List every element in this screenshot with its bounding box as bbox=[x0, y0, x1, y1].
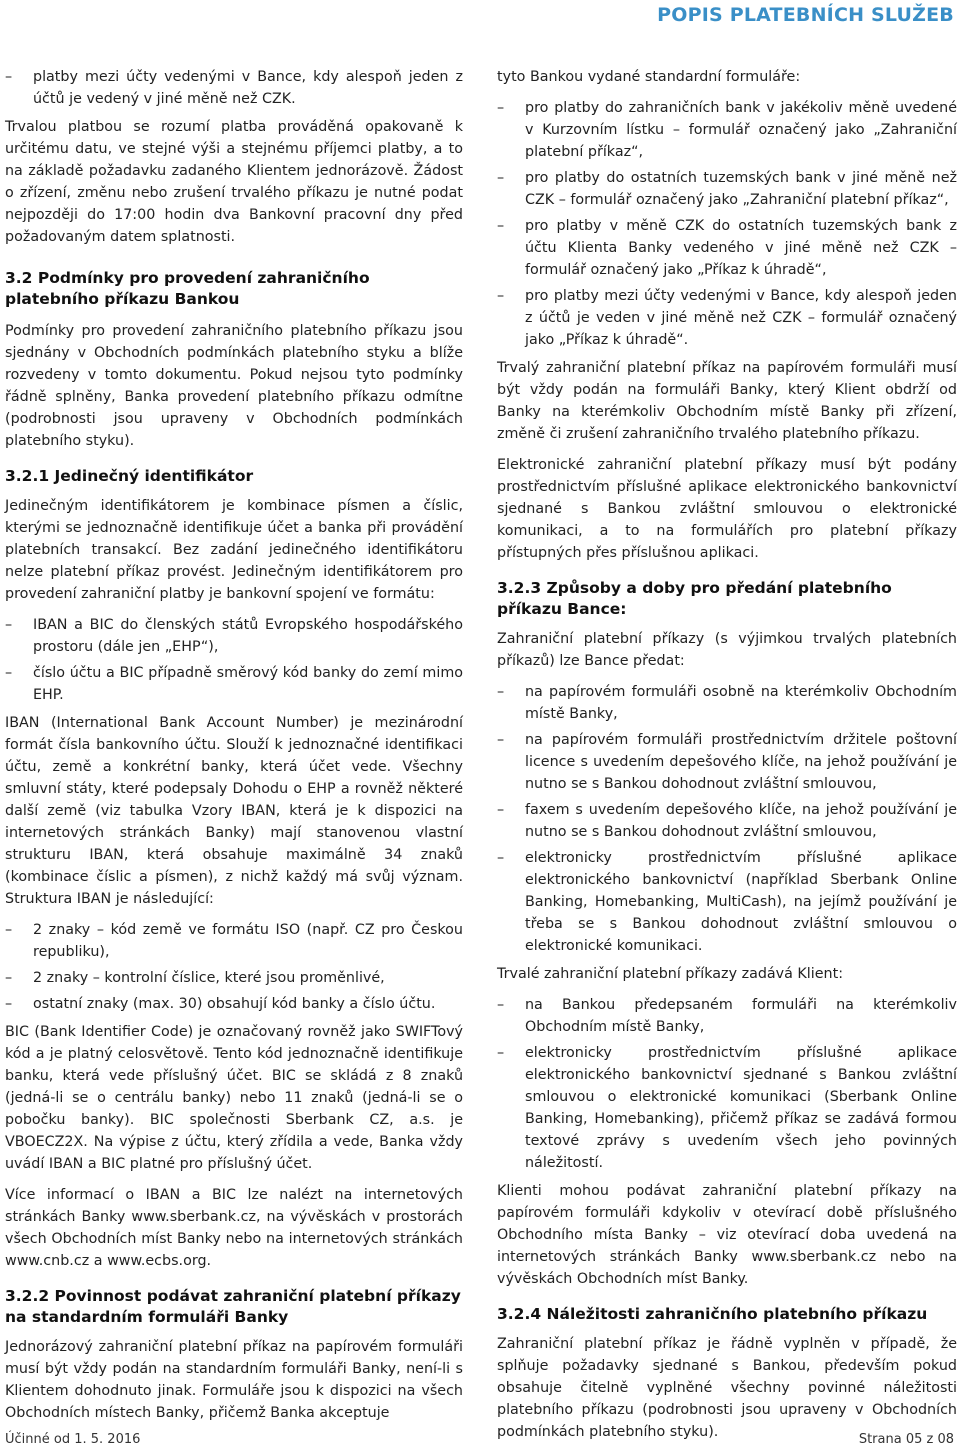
section-heading-3-2-1: 3.2.1 Jedinečný identifikátor bbox=[5, 467, 254, 485]
list-item: – pro platby do ostatních tuzemských bank v jiné měně než CZK – formulář označený jako „Zahraniční platební příkaz“, bbox=[497, 167, 957, 211]
list-item: – elektronicky prostřednictvím příslušné aplikace elektronického bankovnictví (například Sberbank Online Banking, Homebanking, MultiCash), na jejímž používání je třeba se s Bankou dohodnout zvláštní smlouvou o elektronické komunikaci. bbox=[497, 847, 957, 957]
list-item: – číslo účtu a BIC případně směrový kód banky do zemí mimo EHP. bbox=[5, 662, 463, 706]
list-item: – elektronicky prostřednictvím příslušné aplikace elektronického bankovnictví sjednané s Bankou zvláštní smlouvou o elektronické komunikaci (Sberbank Online Banking, Homebanking), přičemž příkaz se zadává formou textové zprávy s uvedením všech jeho povinných náležitostí. bbox=[497, 1042, 957, 1174]
footer-page-number: Strana 05 z 08 bbox=[858, 1432, 954, 1447]
list-item: – faxem s uvedením depešového klíče, na jehož používání je nutno se s Bankou dohodnout zvláštní smlouvou, bbox=[497, 799, 957, 843]
right-column bbox=[497, 66, 957, 1452]
list-item: – na papírovém formuláři osobně na kterémkoliv Obchodním místě Banky, bbox=[497, 681, 957, 725]
list-item: – na Bankou předepsaném formuláři na kterémkoliv Obchodním místě Banky, bbox=[497, 994, 957, 1038]
page-header-title: POPIS PLATEBNÍCH SLUŽEB bbox=[657, 4, 954, 26]
bullet-list bbox=[5, 66, 463, 110]
list-item: – na papírovém formuláři prostřednictvím držitele poštovní licence s uvedením depešového klíče, na jehož používání je nutno se s Bankou dohodnout zvláštní smlouvou, bbox=[497, 729, 957, 795]
bullet-list bbox=[5, 919, 463, 1015]
paragraph: Klienti mohou podávat zahraniční platební příkazy na papírovém formuláři kdykoliv v otevírací době příslušného Obchodního místa Banky – viz otevírací doba uvedená na internetových stránkách Banky www.sberbank.cz nebo na vývěskách Obchodních míst Banky. bbox=[497, 1183, 957, 1287]
section-heading-3-2-3: 3.2.3 Způsoby a doby pro předání platebního příkazu Bance: bbox=[497, 579, 892, 618]
paragraph: Zahraniční platební příkazy (s výjimkou trvalých platebních příkazů) lze Bance předat: bbox=[497, 631, 957, 669]
paragraph: Trvalou platbou se rozumí platba prováděná opakovaně k určitému datu, ve stejné výši a stejnému příjemci platby, a to na základě požadavku zadaného Klientem jednorázově. Žádost o zřízení, změnu nebo zrušení trvalého příkazu je nutné podat nejpozději do 17:00 hodin dva Bankovní pracovní dny před požadovaným datem splatnosti. bbox=[5, 119, 463, 245]
paragraph: IBAN (International Bank Account Number) je mezinárodní formát čísla bankovního účtu. Slouží k jednoznačné identifikaci účtu, země a konkrétní banky, která účet vede. Všechny smluvní státy, které podepsaly Dohodu o EHP a rovněž některé další země (viz tabulka Vzory IBAN, která je k dispozici na internetových stránkách Banky) mají stanovenou vlastní strukturu IBAN, která obsahuje maximálně 34 znaků (kombinace číslic a písmen), z nichž každý má svůj význam. Struktura IBAN je následující: bbox=[5, 715, 463, 907]
section-heading-3-2-2: 3.2.2 Povinnost podávat zahraniční platební příkazy na standardním formuláři Banky bbox=[5, 1287, 461, 1326]
paragraph: Jednorázový zahraniční platební příkaz na papírovém formuláři musí být vždy podán na standardním formuláři Banky, není-li s Klientem dohodnuto jinak. Formuláře jsou k dispozici na všech Obchodních místech Banky, přičemž Banka akceptuje bbox=[5, 1339, 463, 1421]
bullet-list bbox=[497, 97, 957, 351]
section-heading-3-2: 3.2 Podmínky pro provedení zahraničního platebního příkazu Bankou bbox=[5, 269, 370, 308]
bullet-list bbox=[497, 681, 957, 957]
paragraph: Trvalé zahraniční platební příkazy zadává Klient: bbox=[497, 966, 844, 982]
list-item: – platby mezi účty vedenými v Bance, kdy alespoň jeden z účtů je vedený v jiné měně než CZK. bbox=[5, 66, 463, 110]
paragraph: BIC (Bank Identifier Code) je označovaný rovněž jako SWIFTový kód a je platný celosvětově. Tento kód jednoznačně identifikuje banku, která vede příslušný účet. BIC se skládá z 8 znaků (jedná-li se o centrálu banky) nebo 11 znaků (jedná-li se o pobočku banky). BIC společnosti Sberbank CZ, a.s. je VBOECZ2X. Na výpise z účtu, který zřídila a vede, Banka vždy uvádí IBAN a BIC platné pro příslušný účet. bbox=[5, 1024, 463, 1172]
footer-effective-date: Účinné od 1. 5. 2016 bbox=[5, 1432, 141, 1447]
paragraph: Zahraniční platební příkaz je řádně vyplněn v případě, že splňuje požadavky sjednané s Bankou, především pokud obsahuje čitelně vyplněné všechny povinné náležitosti platebního příkazu (podrobnosti jsou upraveny v Obchodních podmínkách platebního styku). bbox=[497, 1336, 957, 1440]
section-heading-3-2-4: 3.2.4 Náležitosti zahraničního platebního příkazu bbox=[497, 1305, 928, 1323]
bullet-list bbox=[5, 614, 463, 706]
list-item: – 2 znaky – kontrolní číslice, které jsou proměnlivé, bbox=[5, 967, 463, 989]
paragraph: Elektronické zahraniční platební příkazy musí být podány prostřednictvím příslušné aplikace elektronického bankovnictví sjednané s Bankou zvláštní smlouvou o elektronické komunikaci, a to na formulářích pro platební příkazy přístupných přes příslušnou aplikaci. bbox=[497, 457, 957, 561]
list-item: – IBAN a BIC do členských států Evropského hospodářského prostoru (dále jen „EHP“), bbox=[5, 614, 463, 658]
list-item: – pro platby v měně CZK do ostatních tuzemských bank z účtu Klienta Banky vedeného v jiné měně než CZK – formulář označený jako „Příkaz k úhradě“, bbox=[497, 215, 957, 281]
list-item: – pro platby mezi účty vedenými v Bance, kdy alespoň jeden z účtů je veden v jiné měně než CZK – formulář označený jako „Příkaz k úhradě“. bbox=[497, 285, 957, 351]
paragraph: Jedinečným identifikátorem je kombinace písmen a číslic, kterými se jednoznačně identifikuje účet a banka při provádění platebních transakcí. Bez zadání jedinečného identifikátoru nelze platební příkaz provést. Jedinečným identifikátorem pro provedení zahraniční platby je bankovní spojení ve formátu: bbox=[5, 498, 463, 602]
paragraph: Trvalý zahraniční platební příkaz na papírovém formuláři musí být vždy podán na formuláři Banky, který Klient obdrží od Banky na kterémkoliv Obchodním místě Banky při zřízení, změně či zrušení zahraničního trvalého platebního příkazu. bbox=[497, 360, 957, 442]
paragraph: Podmínky pro provedení zahraničního platebního příkazu jsou sjednány v Obchodních podmínkách platebního styku a blíže rozvedeny v tomto dokumentu. Pokud nejsou tyto podmínky řádně splněny, Banka provedení platebního příkazu odmítne (podrobnosti jsou upraveny v Obchodních podmínkách platebního styku). bbox=[5, 323, 463, 449]
list-item: – 2 znaky – kód země ve formátu ISO (např. CZ pro Českou republiku), bbox=[5, 919, 463, 963]
bullet-list bbox=[497, 994, 957, 1174]
paragraph: Více informací o IBAN a BIC lze nalézt na internetových stránkách Banky www.sberbank.cz, na vývěskách v prostorách všech Obchodních míst Banky nebo na internetových stránkách www.cnb.cz a www.ecbs.org. bbox=[5, 1187, 463, 1269]
paragraph: tyto Bankou vydané standardní formuláře: bbox=[497, 69, 801, 85]
left-column bbox=[5, 66, 463, 1433]
list-item: – pro platby do zahraničních bank v jakékoliv měně uvedené v Kurzovním lístku – formulář označený jako „Zahraniční platební příkaz“, bbox=[497, 97, 957, 163]
list-item: – ostatní znaky (max. 30) obsahují kód banky a číslo účtu. bbox=[5, 993, 463, 1015]
